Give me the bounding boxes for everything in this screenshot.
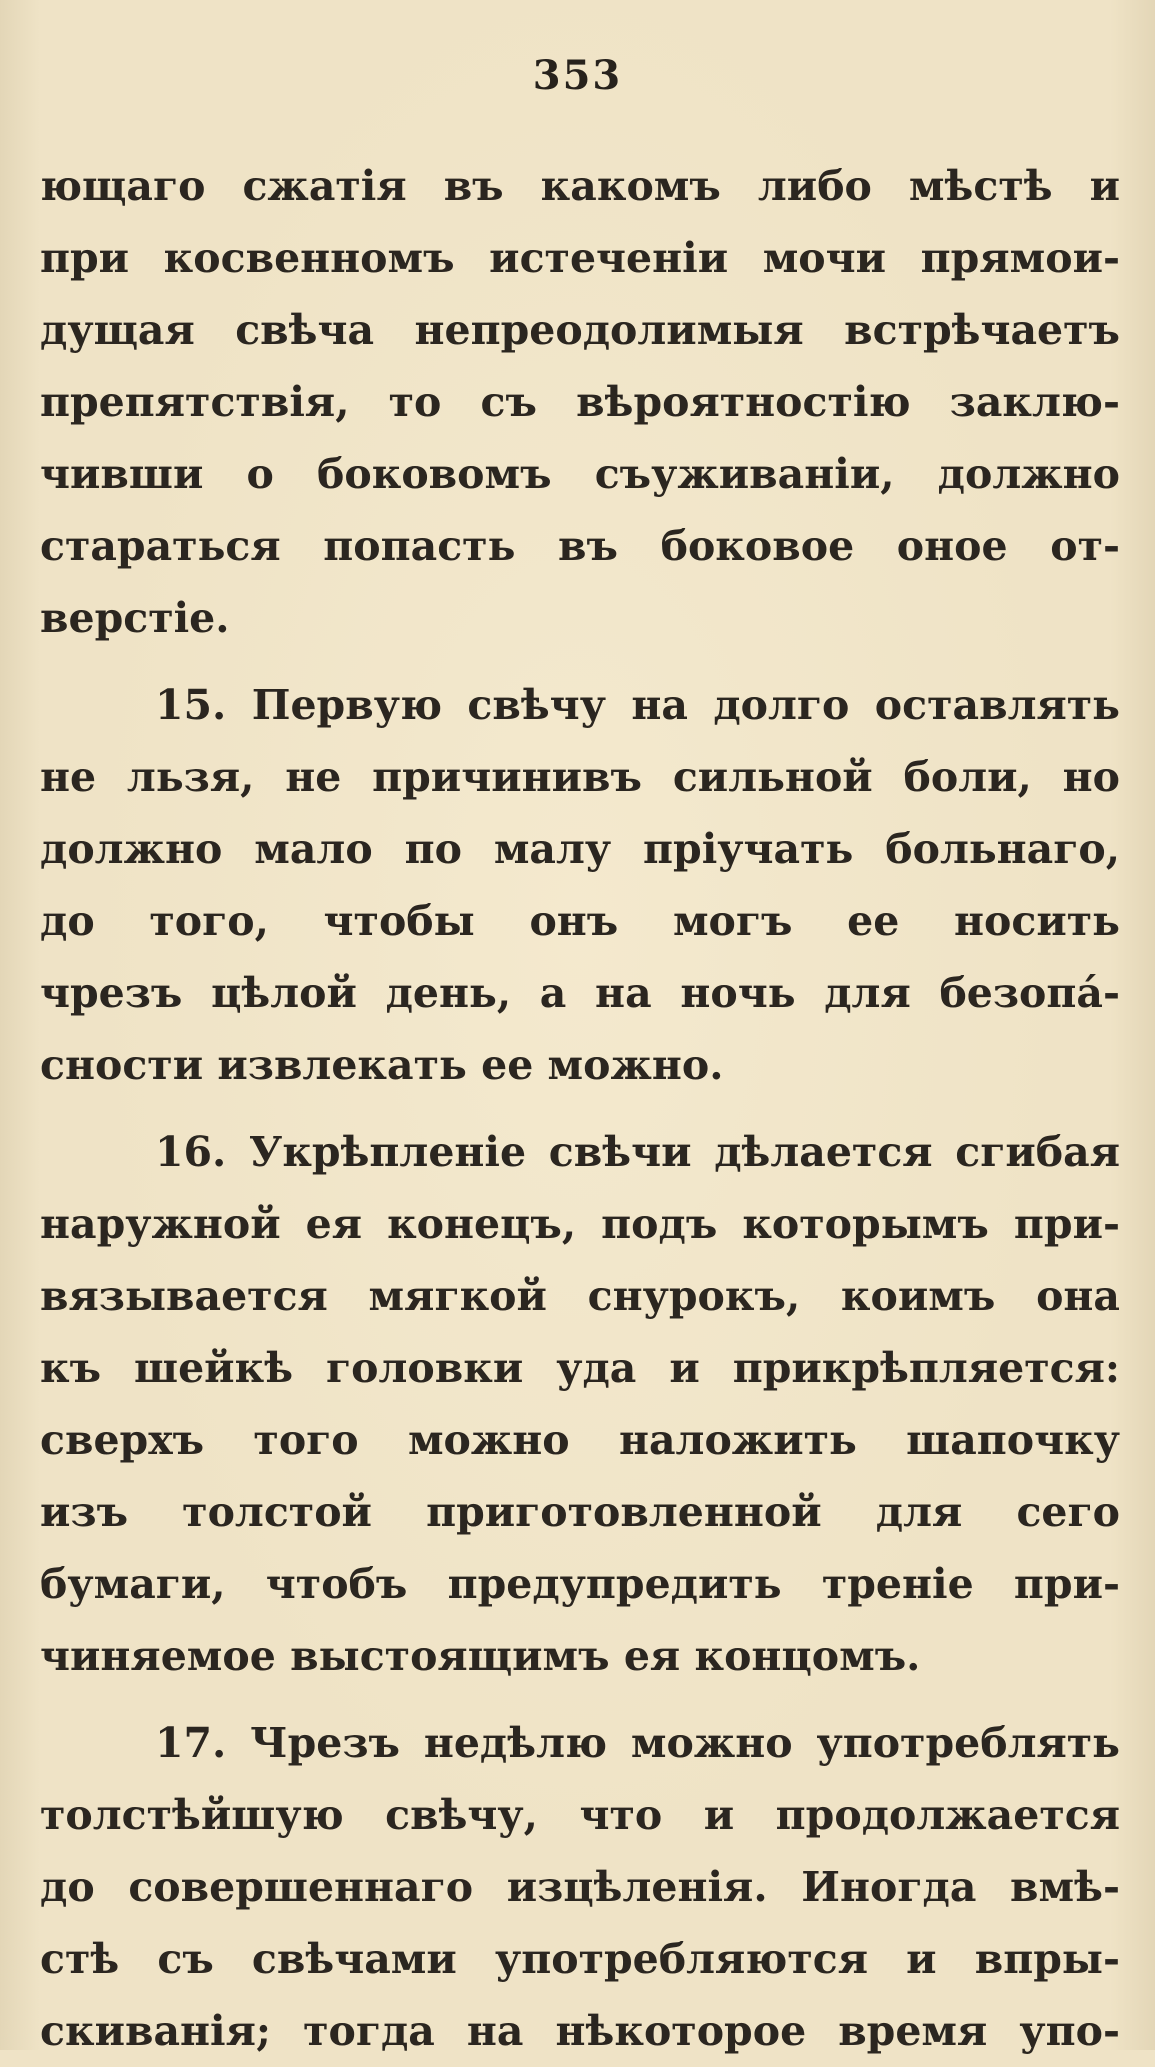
text-line: ющаго сжатія въ какомъ либо мѣстѣ и <box>40 162 1120 210</box>
page-number: 353 <box>532 52 623 99</box>
text-line: стѣ съ свѣчами употребляются и впры- <box>40 1935 1120 1983</box>
text-line: вязывается мягкой снурокъ, коимъ она <box>40 1272 1120 1320</box>
text-line: не льзя, не причинивъ сильной боли, но <box>40 753 1120 801</box>
text-line: сности извлекать ее можно. <box>40 1041 724 1089</box>
text-line: до того, чтобы онъ могъ ее носить <box>40 897 1120 945</box>
text-line: изъ толстой приготовленной для сего <box>40 1488 1120 1536</box>
text-line: скиванія; тогда на нѣкоторое время упо- <box>40 2007 1120 2055</box>
text-line: 15. Первую свѣчу на долго оставлять <box>155 681 1120 729</box>
text-line: при косвенномъ истеченіи мочи прямои- <box>40 234 1120 282</box>
text-line: къ шейкѣ головки уда и прикрѣпляется: <box>40 1344 1120 1392</box>
text-line: бумаги, чтобъ предупредить треніе при- <box>40 1560 1120 1608</box>
text-line: чивши о боковомъ съуживаніи, должно <box>40 450 1120 498</box>
page-text <box>40 150 1120 2067</box>
text-line: сверхъ того можно наложить шапочку <box>40 1416 1120 1464</box>
text-line: должно мало по малу пріучать больнаго, <box>40 825 1120 873</box>
text-line: чиняемое выстоящимъ ея концомъ. <box>40 1632 921 1680</box>
text-line: 16. Укрѣпленіе свѣчи дѣлается сгибая <box>155 1128 1120 1176</box>
paragraph-continued <box>40 150 1120 654</box>
text-line: верстіе. <box>40 594 230 642</box>
text-line: до совершеннаго изцѣленія. Иногда вмѣ- <box>40 1863 1120 1911</box>
text-line: чрезъ цѣлой день, а на ночь для безопа́- <box>40 969 1120 1017</box>
text-line: дущая свѣча непреодолимыя встрѣчаетъ <box>40 306 1120 354</box>
text-line: стараться попасть въ боковое оное от- <box>40 522 1120 570</box>
text-line: препятствія, то съ вѣроятностію заклю- <box>40 378 1120 426</box>
paragraph-15 <box>40 669 1120 1101</box>
text-line: наружной ея конецъ, подъ которымъ при- <box>40 1200 1120 1248</box>
paragraph-16 <box>40 1116 1120 1692</box>
text-line: 17. Чрезъ недѣлю можно употреблять <box>155 1719 1120 1767</box>
paragraph-17 <box>40 1707 1120 2067</box>
text-line: толстѣйшую свѣчу, что и продолжается <box>40 1791 1120 1839</box>
